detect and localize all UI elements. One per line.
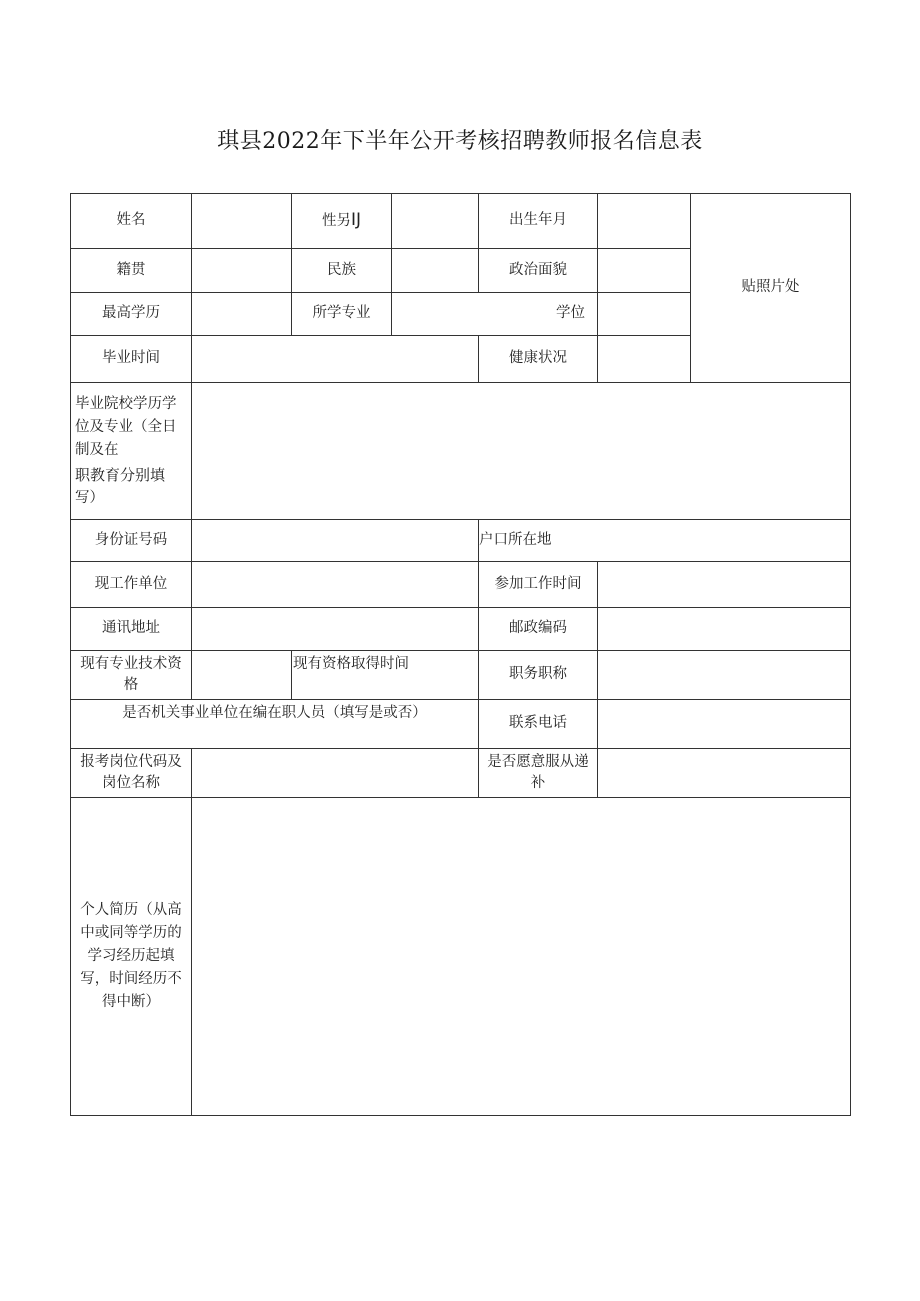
label-gender [292, 194, 392, 249]
label-education: 最高学历 [71, 293, 192, 336]
field-qualification[interactable] [192, 651, 292, 700]
label-grad-time: 毕业时间 [71, 336, 192, 383]
field-education[interactable] [192, 293, 292, 336]
label-hukou-cell[interactable] [479, 520, 851, 562]
field-resume[interactable] [192, 798, 851, 1116]
label-resume-line1-a: 个人简历（ [80, 901, 153, 918]
field-adjust[interactable] [598, 749, 851, 798]
label-school [71, 383, 192, 520]
label-qual-time-cell[interactable] [292, 651, 479, 700]
label-ethnicity: 民族 [292, 249, 392, 293]
label-health: 健康状况 [479, 336, 598, 383]
label-qualification [71, 651, 192, 700]
field-employer[interactable] [192, 562, 479, 608]
label-resume [71, 798, 192, 1116]
field-birth[interactable] [598, 194, 691, 249]
label-adjust-line1: 是否愿意服从递 [487, 753, 589, 770]
label-political: 政治面貌 [479, 249, 598, 293]
label-major: 所学专业 [292, 293, 392, 336]
field-name[interactable] [192, 194, 292, 249]
field-political[interactable] [598, 249, 691, 293]
label-resume-line1 [73, 899, 189, 922]
label-native: 籍贯 [71, 249, 192, 293]
label-birth: 出生年月 [479, 194, 598, 249]
field-grad-time[interactable] [192, 336, 479, 383]
label-degree: 学位 [556, 305, 585, 322]
label-school-line3: 制及在 [75, 442, 119, 459]
field-degree[interactable] [598, 293, 691, 336]
field-position[interactable] [192, 749, 479, 798]
label-school-line5: 写） [75, 489, 104, 506]
label-position-line1: 报考岗位代码及 [80, 753, 182, 770]
field-gender[interactable] [392, 194, 479, 249]
label-in-service: 是否机关事业单位在编在职人员（填写是或否） [122, 705, 427, 721]
field-phone[interactable] [598, 700, 851, 749]
label-school-line1: 毕业院校学历学 [75, 396, 177, 412]
label-resume-line1-b: 从高 [152, 901, 182, 918]
label-id-number: 身份证号码 [71, 520, 192, 562]
field-postcode[interactable] [598, 608, 851, 651]
label-hukou: 户口所在地 [479, 531, 552, 548]
field-major-with-degree-label[interactable] [392, 293, 598, 336]
field-title-rank[interactable] [598, 651, 851, 700]
label-phone: 联系电话 [479, 700, 598, 749]
photo-area[interactable]: 贴照片处 [691, 194, 851, 383]
page-title: 琪县2022年下半年公开考核招聘教师报名信息表 [217, 129, 703, 154]
label-adjust [479, 749, 598, 798]
label-hukou-left-part[interactable] [192, 520, 479, 562]
label-resume-line5: 得中断） [102, 994, 160, 1011]
label-qualification-line1: 现有专业技术资 [80, 655, 182, 672]
field-address[interactable] [192, 608, 479, 651]
label-work-start: 参加工作时间 [479, 562, 598, 608]
label-position-line2: 岗位名称 [102, 775, 160, 791]
label-gender-prefix: 性另 [321, 213, 351, 230]
label-in-service-cell[interactable] [71, 700, 479, 749]
field-native[interactable] [192, 249, 292, 293]
label-postcode: 邮政编码 [479, 608, 598, 651]
registration-form-table [70, 193, 851, 1116]
label-adjust-line2: 补 [530, 775, 546, 791]
label-resume-line3: 学习经历起填 [87, 947, 175, 964]
label-name: 姓名 [71, 194, 192, 249]
field-ethnicity[interactable] [392, 249, 479, 293]
label-gender-suffix: IJ [350, 210, 362, 231]
label-resume-line4: 写，时间经历不 [80, 971, 182, 988]
field-school[interactable] [192, 383, 851, 520]
label-address: 通讯地址 [71, 608, 192, 651]
label-position [71, 749, 192, 798]
label-resume-line2: 中或同等学历的 [80, 924, 182, 941]
label-employer: 现工作单位 [71, 562, 192, 608]
label-qual-time: 现有资格取得时间 [293, 656, 409, 672]
label-school-line2: 位及专业（全日 [75, 419, 177, 436]
label-title-rank: 职务职称 [479, 651, 598, 700]
label-school-line4: 职教育分别填 [75, 465, 166, 484]
field-health[interactable] [598, 336, 691, 383]
label-qualification-line2: 格 [123, 677, 139, 693]
field-work-start[interactable] [598, 562, 851, 608]
